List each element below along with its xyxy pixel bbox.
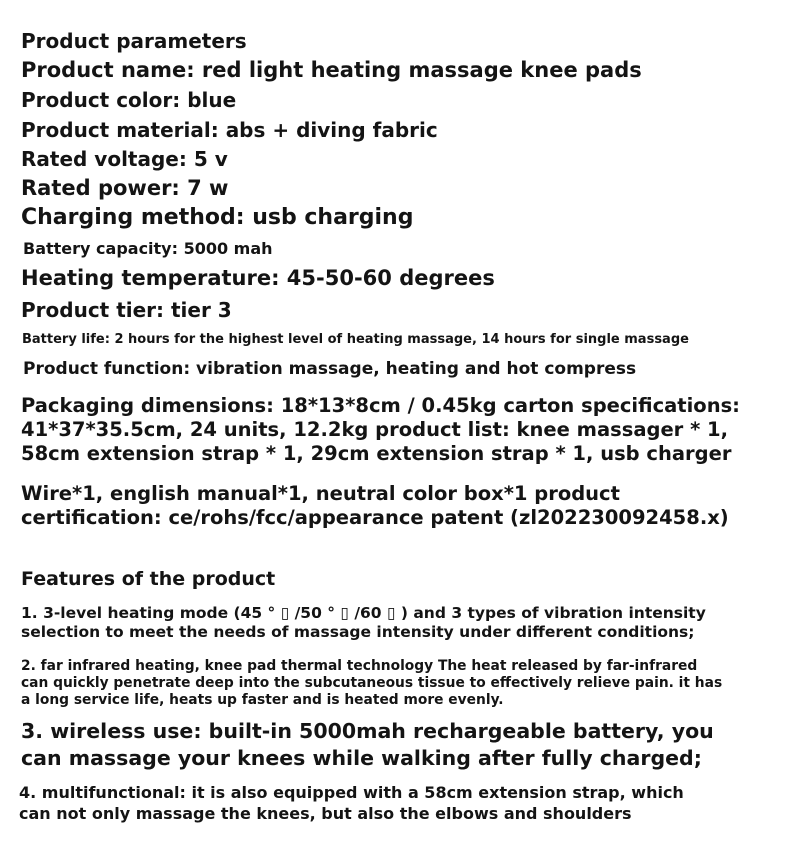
product-tier: Product tier: tier 3: [21, 298, 232, 322]
feature-item-2: 2. far infrared heating, knee pad thermal technology The heat released by far-infrared can quickly penetrate deep into the subcutaneous tissue to effectively relieve pain. it has a long service life, heats up faster and is heated more evenly.: [21, 658, 723, 708]
wire-and-certification: Wire*1, english manual*1, neutral color box*1 product certification: ce/rohs/fcc/appearance patent (zl202230092458.x): [21, 482, 729, 529]
feature-item-4: 4. multifunctional: it is also equipped with a 58cm extension strap, which can not only massage the knees, but also the elbows and shoulders: [19, 783, 684, 823]
feature-item-3: 3. wireless use: built-in 5000mah rechargeable battery, you can massage your knees while walking after fully charged;: [21, 719, 714, 770]
charging-method: Charging method: usb charging: [21, 205, 414, 230]
heating-temperature: Heating temperature: 45-50-60 degrees: [21, 266, 495, 290]
product-color: Product color: blue: [21, 88, 237, 112]
parameters-heading: Product parameters: [21, 29, 247, 53]
features-heading: Features of the product: [21, 568, 276, 590]
product-name: Product name: red light heating massage knee pads: [21, 58, 642, 82]
battery-life: Battery life: 2 hours for the highest level of heating massage, 14 hours for single massage: [22, 332, 689, 347]
rated-power: Rated power: 7 w: [21, 176, 229, 200]
battery-capacity: Battery capacity: 5000 mah: [23, 239, 273, 258]
packaging-dimensions: Packaging dimensions: 18*13*8cm / 0.45kg carton specifications: 41*37*35.5cm, 24 units, 12.2kg product list: knee massager * 1, 58cm extension strap * 1, 29cm extension strap * 1, usb charger: [21, 394, 740, 465]
product-material: Product material: abs + diving fabric: [21, 118, 438, 142]
feature-item-1: 1. 3-level heating mode (45 ° ▯ /50 ° ▯ /60 ▯ ) and 3 types of vibration intensity selection to meet the needs of massage intensity under different conditions;: [21, 604, 706, 641]
product-function: Product function: vibration massage, heating and hot compress: [23, 359, 637, 379]
rated-voltage: Rated voltage: 5 v: [21, 147, 228, 171]
